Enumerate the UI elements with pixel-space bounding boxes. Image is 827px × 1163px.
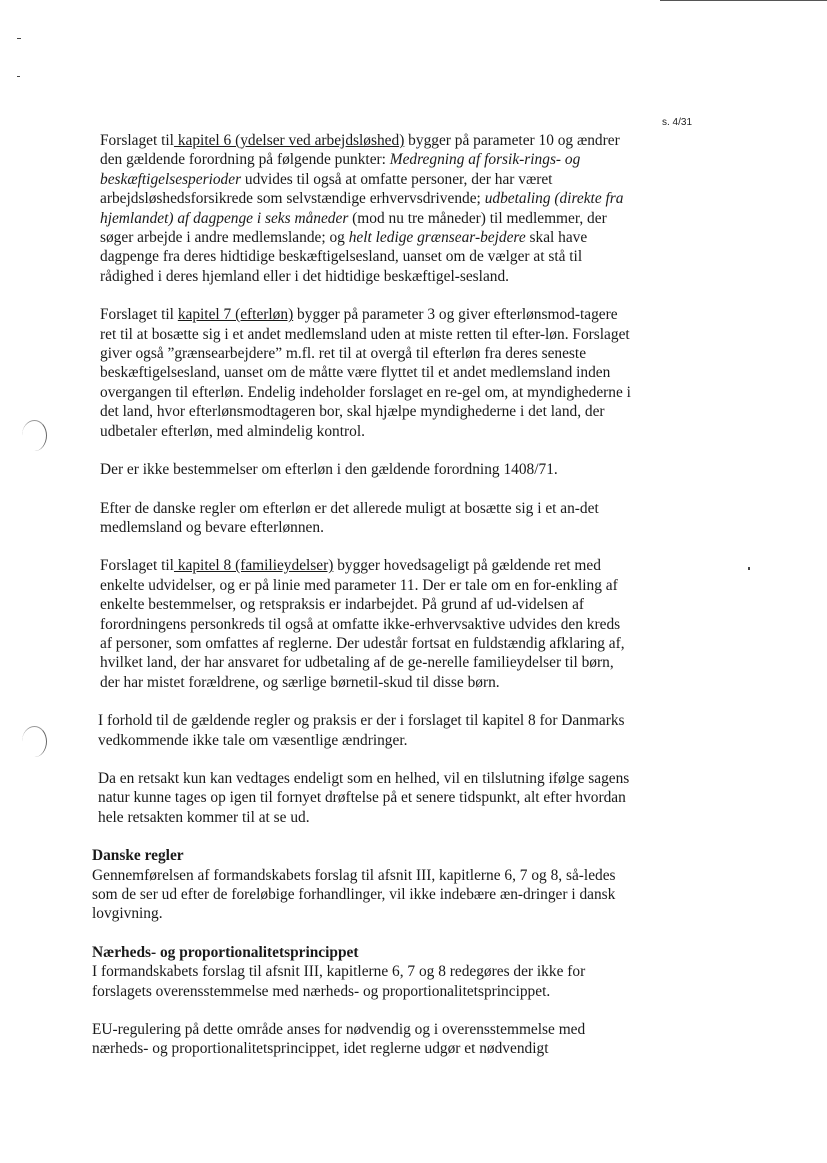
text-run: bygger på parameter 3 og giver efterlønsmod-tagere ret til at bosætte sig i et andet medlemsland uden at miste retten til efter-løn. Forslaget giver også ”grænsearbejdere” m.fl. ret til at overgå til efterløn fra deres seneste beskæftigelsesland, uanset om de måtte være flyttet til et andet medlemsland inden overgangen til efterløn. Endelig indeholder forslaget en re-gel om, at myndighederne i det land, hvor efterlønsmodtageren bor, skal hjælpe myndighederne i det land, der udbetaler efterløn, med almindelig kontrol. (100, 306, 631, 440)
text-run: bygger på parameter 10 og ændrer den gældende forordning på følgende punkter: (100, 132, 620, 169)
paragraph-no-provisions (92, 460, 632, 479)
text-run-italic: udbetaling (direkte fra hjemlandet) af dagpenge i seks måneder (100, 190, 624, 227)
text-run: Forslaget til (100, 557, 174, 575)
text-run-italic: helt ledige grænsear-bejdere (348, 229, 526, 247)
link-chapter-7: kapitel 7 (efterløn) (177, 306, 294, 324)
paragraph-chapter-6 (92, 131, 632, 286)
link-chapter-8: kapitel 8 (familieydelser) (173, 557, 334, 575)
text-run: Forslaget til (100, 132, 174, 149)
punch-hole (22, 420, 47, 451)
section-body: Gennemførelsen af formandskabets forslag til afsnit III, kapitlerne 6, 7 og 8, så-ledes som de ser ud efter de foreløbige forhandlinger, vil ikke indebære æn-dringer i dansk lovgivning. (92, 866, 616, 923)
text-run: Da en retsakt kun kan vedtages endeligt som en helhed, vil en tilslutning ifølge sagens natur kunne tages op igen til fornyet drøftelse på et senere tidspunkt, alt efter hvordan hele retsakten kommer til at se ud. (98, 769, 630, 826)
text-run: Efter de danske regler om efterløn er det allerede muligt at bosætte sig i et an-det medlemsland og bevare efterlønnen. (100, 499, 599, 536)
text-run: I forhold til de gældende regler og praksis er der i forslaget til kapitel 8 for Danmarks vedkommende ikke tale om væsentlige ændringer. (98, 712, 625, 749)
scan-mark (17, 76, 20, 77)
scan-dot (748, 567, 750, 570)
text-run: skal have dagpenge fra deres hidtidige beskæftigelsesland, uanset om de vælger at stå til rådighed i deres hjemland eller i det hidtidige beskæftigel-sesland. (100, 229, 588, 285)
paragraph-danish-rules-efterlon (92, 499, 632, 538)
paragraph-chapter-8 (92, 556, 632, 692)
document-body (92, 131, 632, 1078)
text-run: bygger hovedsageligt på gældende ret med enkelte udvidelser, og er på linie med parameter 11. Der er tale om en for-enkling af enkelte bestemmelser, og retspraksis er indarbejdet. På grund af ud-videlsen af forordningens personkreds til også at omfatte ikke-erhvervsaktive udvides den kreds af personer, som omfattes af reglerne. Der udestår fortsat en fuldstændig afklaring af, hvilket land, der har ansvaret for udbetaling af de ge-nerelle familieydelser til børn, der har mistet forældrene, og særlige børnetil-skud til disse børn. (100, 557, 625, 691)
paragraph-chapter-7 (92, 305, 632, 441)
section-danish-rules (92, 846, 632, 924)
paragraph-legal-act (92, 769, 632, 827)
section-heading: Nærheds- og proportionalitetsprincippet (92, 943, 359, 961)
section-heading: Danske regler (92, 847, 184, 865)
punch-hole (22, 726, 47, 757)
text-run-italic: Medregning af forsik-rings- og beskæftigelsesperioder (100, 151, 581, 188)
paragraph-chapter-8-denmark (92, 711, 632, 750)
link-chapter-6: kapitel 6 (ydelser ved arbejdsløshed) (173, 132, 405, 149)
scan-mark (17, 38, 21, 39)
page-number: s. 4/31 (662, 117, 693, 128)
paragraph-eu-regulation: EU-regulering på dette område anses for nødvendig og i overensstemmelse med nærheds- og proportionalitetsprincippet, idet reglerne udgør et nødvendigt (92, 1021, 586, 1058)
section-subsidiarity (92, 943, 632, 1001)
text-run: Der er ikke bestemmelser om efterløn i den gældende forordning 1408/71. (100, 461, 558, 479)
section-body: I formandskabets forslag til afsnit III, kapitlerne 6, 7 og 8 redegøres der ikke for forslagets overensstemmelse med nærheds- og proportionalitetsprincippet. (92, 963, 586, 1000)
scan-edge-line (660, 0, 827, 1)
text-run: (mod nu tre måneder) til medlemmer, der søger arbejde i andre medlemslande; og (100, 209, 607, 247)
text-run: Forslaget til (100, 306, 178, 324)
text-run: udvides til også at omfatte personer, der har været arbejdsløshedsforsikrede som selvstændige erhvervsdrivende; (100, 170, 553, 208)
